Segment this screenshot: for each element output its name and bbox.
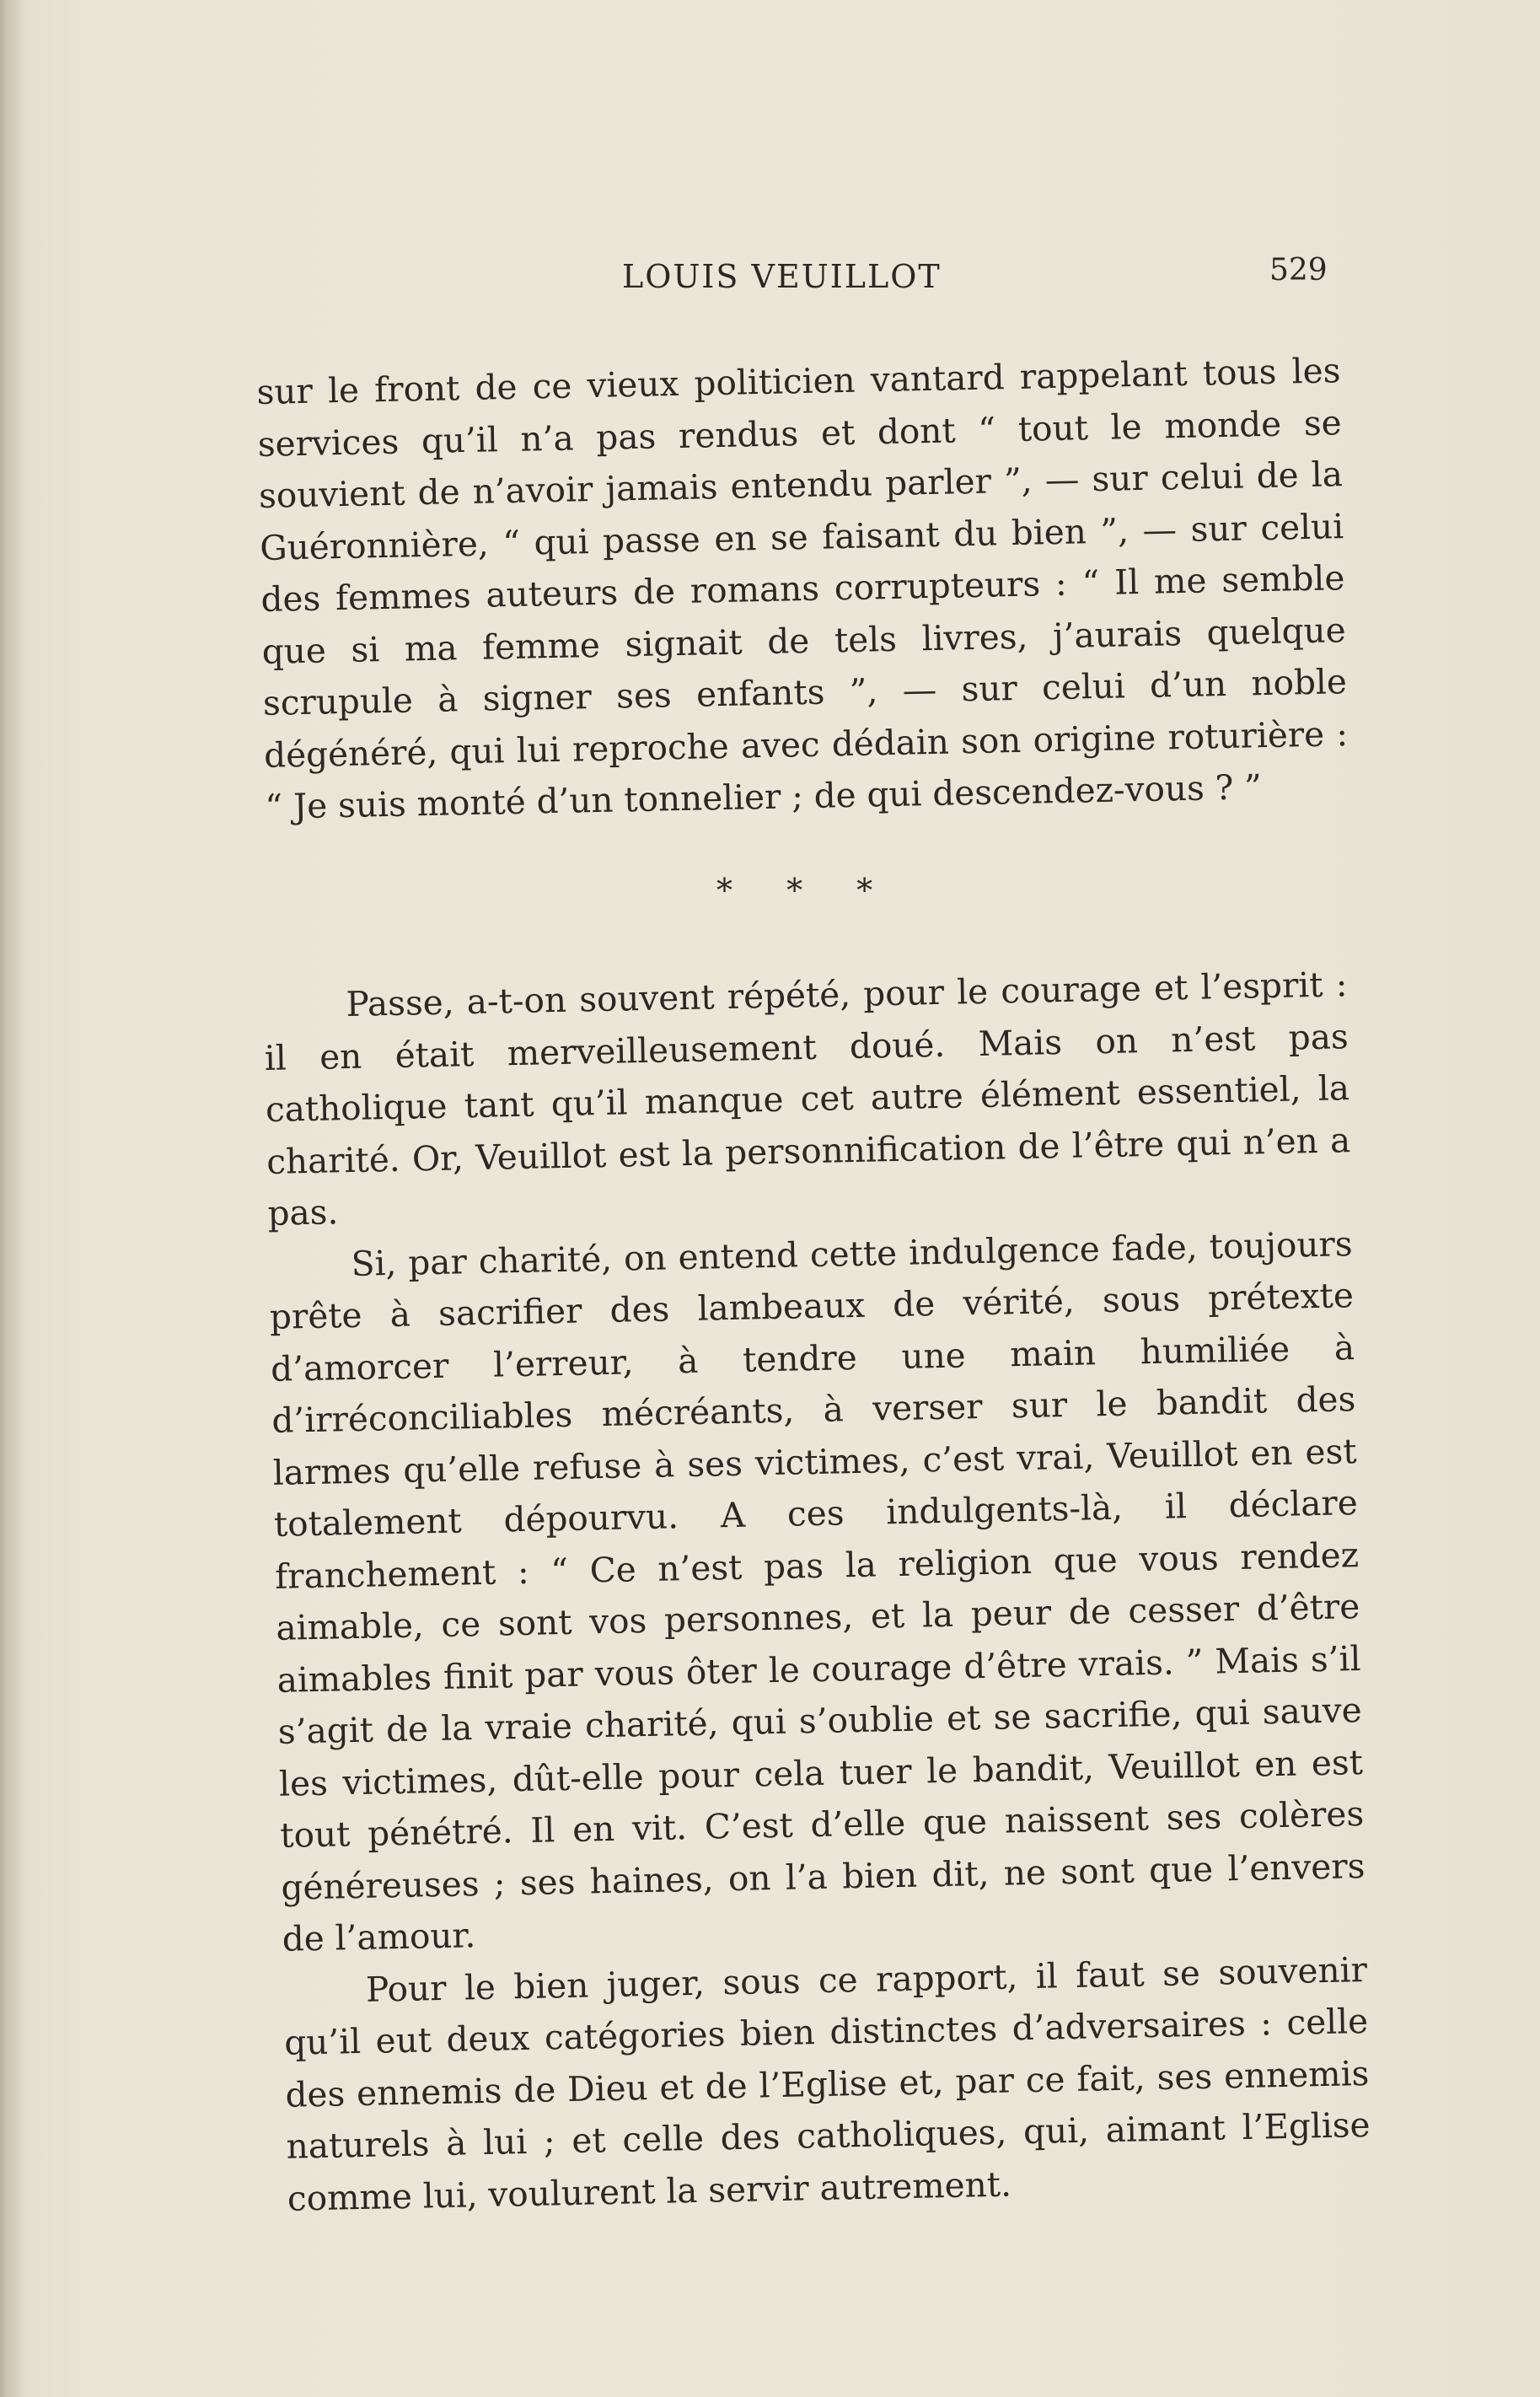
page-number: 529 [1269,253,1328,288]
text-block-top [256,345,1350,833]
paragraph: Passe, a-t-on souvent répété, pour le courage et l’esprit : il en était merveilleusement doué. Mais on n’est pas catholique tant qu’il manque cet autre élément essentiel, la charité. Or, Veuillot est la personnification de l’être qui n’en a pas. [264,964,1351,1233]
paragraph: sur le front de ce vieux politicien vantard rappelant tous les services qu’il n’a pas rendus et dont “ tout le monde se souvient de n’avoir jamais entendu parler ”, — sur celui de la Guéronnière, “ qui passe en se faisant du bien ”, — sur celui des femmes auteurs de romans corrupteurs : “ Il me semble que si ma femme signait de tels livres, j’aurais quelque scrupule à signer ses enfants ”, — sur celui d’un noble dégénéré, qui lui reproche avec dédain son origine roturière : “ Je suis monté d’un tonnelier ; de qui descendez-vous ? ” [256,350,1349,827]
page-header [270,253,1332,304]
running-title: LOUIS VEUILLOT [622,258,942,295]
section-separator: * * * [716,872,895,909]
paragraph: Pour le bien juger, sous ce rapport, il faut se souvenir qu’il eut deux catégories bien distinctes d’adversaires : celle des ennemis de Dieu et de l’Eglise et, par ce fait, ses ennemis naturels à lui ; et celle des catholiques, qui, aimant l’Eglise comme lui, voulurent la servir autrement. [283,1948,1371,2219]
paragraph: Si, par charité, on entend cette indulgence fade, toujours prête à sacrifier des lambeaux de vérité, sous prétexte d’amorcer l’erreur, à tendre une main humiliée à d’irréconciliables mécréants, à verser sur le bandit des larmes qu’elle refuse à ses victimes, c’est vrai, Veuillot en est totalement dépourvu. A ces indulgents-là, il déclare franchement : “ Ce n’est pas la religion que vous rendez aimable, ce sont vos personnes, et la peur de cesser d’être aimables finit par vous ôter le courage d’être vrais. ” Mais s’il s’agit de la vraie charité, qui s’oublie et se sacrifie, qui sauve les victimes, dût-elle pour cela tuer le bandit, Veuillot en est tout pénétré. Il en vit. C’est d’elle que naissent ses colères généreuses ; ses haines, on l’a bien dit, ne sont que l’envers de l’amour. [269,1223,1366,1959]
text-block-bottom [263,959,1371,2225]
page-gutter-shadow [0,0,24,2397]
